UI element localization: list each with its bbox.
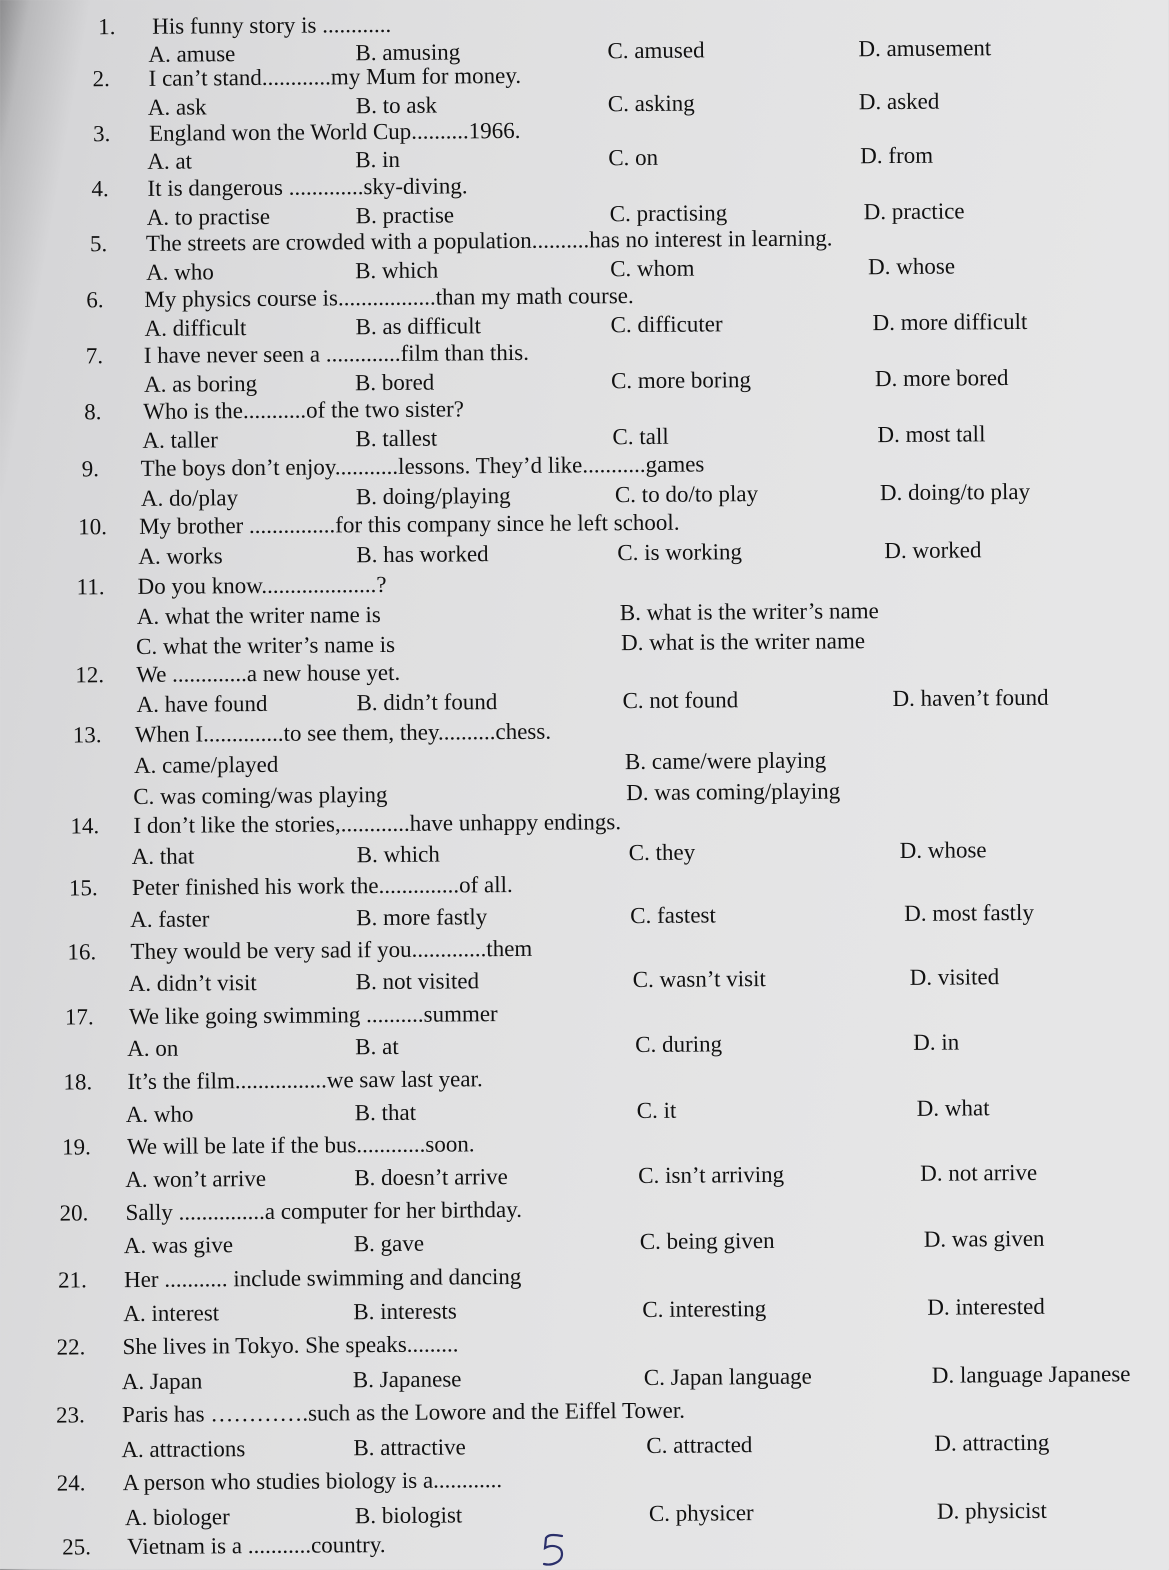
option-c: C. wasn’t visit bbox=[632, 966, 766, 993]
question-stem: We .............a new house yet. bbox=[136, 659, 401, 687]
question-number: 20. bbox=[59, 1200, 89, 1226]
option-b: B. which bbox=[356, 841, 440, 868]
question-stem: Who is the...........of the two sister? bbox=[143, 396, 464, 424]
option-d: D. more bored bbox=[874, 365, 1009, 392]
question-number: 22. bbox=[56, 1334, 86, 1360]
question-stem: I don’t like the stories,............have unhappy endings. bbox=[133, 809, 622, 838]
option-b: B. bored bbox=[354, 369, 435, 396]
question-number: 3. bbox=[92, 121, 111, 147]
question-number: 6. bbox=[86, 287, 104, 313]
option-d: D. haven’t found bbox=[892, 684, 1049, 712]
option-b: B. which bbox=[355, 257, 439, 284]
option-a: A. biologer bbox=[124, 1504, 230, 1531]
option-d: D. physicist bbox=[936, 1497, 1047, 1524]
option-b: B. interests bbox=[353, 1298, 457, 1325]
option-b: B. amusing bbox=[355, 39, 461, 66]
option-b: B. came/were playing bbox=[624, 747, 827, 775]
option-d: D. most fastly bbox=[904, 899, 1034, 926]
question-number: 11. bbox=[76, 574, 105, 600]
question-stem: His funny story is ............ bbox=[152, 11, 392, 39]
option-a: A. won’t arrive bbox=[125, 1165, 267, 1193]
option-a: A. Japan bbox=[121, 1368, 203, 1395]
question-stem: It is dangerous .............sky-diving. bbox=[147, 173, 468, 201]
option-c: C. on bbox=[608, 144, 659, 171]
question-number: 21. bbox=[57, 1267, 87, 1293]
option-a: A. interest bbox=[123, 1300, 220, 1327]
option-d: D. was given bbox=[923, 1225, 1045, 1252]
option-a: A. difficult bbox=[144, 315, 247, 341]
question-stem: It’s the film................we saw last year. bbox=[127, 1066, 483, 1095]
option-c: C. interesting bbox=[642, 1296, 767, 1322]
question-stem: Peter finished his work the..............of all. bbox=[131, 872, 513, 900]
question-number: 23. bbox=[56, 1402, 85, 1428]
option-a: A. amuse bbox=[148, 41, 236, 67]
question-stem: We will be late if the bus............soon. bbox=[126, 1131, 475, 1160]
question-number: 16. bbox=[67, 939, 97, 965]
option-d: D. worked bbox=[884, 537, 982, 564]
option-c: C. asking bbox=[607, 90, 695, 117]
option-c: C. it bbox=[636, 1097, 677, 1124]
option-c: C. Japan language bbox=[643, 1363, 812, 1390]
option-b: B. attractive bbox=[353, 1434, 466, 1461]
option-c: C. what the writer’s name is bbox=[135, 631, 396, 659]
option-c: C. practising bbox=[609, 200, 728, 227]
option-b: B. that bbox=[354, 1099, 417, 1126]
question-stem: Vietnam is a ...........country. bbox=[127, 1532, 386, 1560]
option-a: A. do/play bbox=[140, 485, 239, 511]
option-c: C. difficuter bbox=[610, 311, 723, 338]
option-c: C. attracted bbox=[646, 1432, 753, 1458]
option-a: A. taller bbox=[142, 427, 218, 453]
question-number: 5. bbox=[89, 231, 108, 257]
option-b: B. at bbox=[355, 1033, 399, 1060]
question-number: 1. bbox=[98, 14, 116, 40]
question-number: 2. bbox=[92, 66, 110, 92]
question-stem: I can’t stand............my Mum for money. bbox=[148, 62, 522, 91]
option-d: D. what is the writer name bbox=[620, 628, 866, 656]
option-a: A. that bbox=[131, 843, 195, 869]
question-stem: England won the World Cup..........1966. bbox=[148, 117, 521, 146]
option-c: C. amused bbox=[607, 37, 705, 64]
option-b: B. didn’t found bbox=[356, 689, 498, 716]
question-number: 15. bbox=[68, 875, 98, 901]
option-d: D. whose bbox=[868, 253, 956, 280]
option-d: D. attracting bbox=[934, 1429, 1050, 1456]
option-a: A. faster bbox=[130, 906, 210, 933]
option-c: C. whom bbox=[610, 255, 695, 282]
option-d: D. language Japanese bbox=[931, 1361, 1131, 1388]
option-b: B. doing/playing bbox=[355, 483, 511, 510]
option-b: B. tallest bbox=[355, 425, 438, 452]
option-c: C. is working bbox=[617, 539, 743, 566]
option-b: B. Japanese bbox=[352, 1366, 462, 1393]
option-d: D. asked bbox=[858, 88, 940, 115]
option-c: C. not found bbox=[622, 687, 739, 714]
option-c: C. fastest bbox=[630, 902, 716, 929]
option-d: D. amusement bbox=[858, 35, 992, 62]
option-b: B. in bbox=[355, 146, 401, 173]
option-b: B. doesn’t arrive bbox=[354, 1164, 508, 1191]
option-d: D. what bbox=[916, 1095, 990, 1121]
question-stem: When I..............to see them, they..........chess. bbox=[134, 718, 552, 747]
option-a: A. to practise bbox=[146, 203, 271, 230]
option-c: C. being given bbox=[639, 1227, 775, 1255]
option-d: D. interested bbox=[927, 1293, 1045, 1320]
option-a: A. as boring bbox=[143, 370, 258, 397]
question-number: 17. bbox=[64, 1004, 94, 1030]
option-b: B. gave bbox=[353, 1230, 425, 1257]
option-a: A. attractions bbox=[121, 1436, 246, 1463]
option-d: D. not arrive bbox=[920, 1159, 1038, 1186]
option-d: D. more difficult bbox=[872, 308, 1028, 336]
question-number: 14. bbox=[70, 813, 100, 839]
handwritten-mark bbox=[540, 1530, 570, 1570]
option-a: A. have found bbox=[136, 690, 268, 717]
question-number: 12. bbox=[75, 662, 105, 688]
option-b: B. practise bbox=[355, 202, 455, 229]
option-a: A. on bbox=[127, 1035, 179, 1062]
option-b: B. more fastly bbox=[356, 904, 488, 931]
question-stem: They would be very sad if you.............them bbox=[130, 935, 533, 965]
option-a: A. what the writer name is bbox=[136, 602, 381, 629]
question-stem: We like going swimming ..........summer bbox=[128, 1001, 498, 1030]
option-c: C. to do/to play bbox=[614, 481, 759, 508]
option-c: C. was coming/was playing bbox=[133, 781, 388, 809]
option-d: D. most tall bbox=[877, 421, 986, 448]
option-c: C. more boring bbox=[610, 367, 752, 394]
option-d: D. from bbox=[860, 142, 934, 169]
option-c: C. isn’t arriving bbox=[638, 1161, 785, 1189]
option-a: A. came/played bbox=[133, 751, 279, 778]
question-stem: The streets are crowded with a population..........has no interest in learning. bbox=[145, 225, 833, 256]
question-number: 9. bbox=[81, 456, 100, 482]
option-b: B. as difficult bbox=[355, 313, 482, 340]
option-a: A. was give bbox=[123, 1232, 234, 1259]
option-a: A. who bbox=[125, 1101, 194, 1128]
option-c: C. physicer bbox=[648, 1500, 754, 1526]
question-number: 8. bbox=[84, 399, 102, 425]
option-c: C. during bbox=[635, 1031, 723, 1058]
question-stem: Her ........... include swimming and dancing bbox=[123, 1263, 522, 1293]
question-18 bbox=[8, 1060, 1169, 1128]
question-number: 24. bbox=[56, 1470, 86, 1496]
option-a: A. didn’t visit bbox=[128, 970, 257, 997]
option-d: D. practice bbox=[863, 198, 965, 225]
option-b: B. has worked bbox=[356, 541, 489, 568]
option-a: A. who bbox=[146, 259, 214, 285]
option-d: D. in bbox=[913, 1029, 960, 1055]
option-c: C. tall bbox=[612, 423, 669, 450]
question-number: 18. bbox=[63, 1069, 93, 1095]
option-b: B. to ask bbox=[355, 92, 438, 119]
question-stem: My physics course is.................than my math course. bbox=[144, 283, 634, 312]
question-stem: She lives in Tokyo. She speaks......... bbox=[122, 1331, 459, 1360]
option-a: A. at bbox=[147, 148, 193, 174]
option-b: B. not visited bbox=[355, 968, 480, 995]
question-stem: A person who studies biology is a............ bbox=[122, 1467, 503, 1496]
question-number: 7. bbox=[85, 343, 104, 369]
question-number: 25. bbox=[62, 1534, 91, 1560]
option-c: C. they bbox=[628, 839, 696, 866]
question-stem: Sally ...............a computer for her birthday. bbox=[125, 1196, 523, 1226]
question-stem: My brother ...............for this company since he left school. bbox=[139, 509, 680, 539]
option-d: D. was coming/playing bbox=[626, 778, 841, 806]
option-b: B. what is the writer’s name bbox=[619, 598, 879, 626]
option-d: D. whose bbox=[899, 837, 987, 863]
question-stem: I have never seen a .............film than this. bbox=[143, 339, 530, 368]
question-1 bbox=[0, 5, 1169, 67]
question-number: 19. bbox=[61, 1134, 91, 1160]
question-stem: Do you know....................? bbox=[137, 571, 387, 599]
option-b: B. biologist bbox=[354, 1502, 463, 1529]
option-a: A. ask bbox=[147, 94, 207, 120]
option-d: D. doing/to play bbox=[879, 478, 1031, 506]
question-number: 4. bbox=[91, 176, 109, 202]
question-number: 13. bbox=[72, 722, 102, 748]
question-stem: The boys don’t enjoy...........lessons. They’d like...........games bbox=[140, 451, 705, 481]
option-d: D. visited bbox=[909, 964, 1000, 990]
option-a: A. works bbox=[138, 543, 223, 569]
question-number: 10. bbox=[78, 514, 107, 540]
question-stem: Paris has ………….such as the Lowore and the Eiffel Tower. bbox=[122, 1397, 686, 1428]
